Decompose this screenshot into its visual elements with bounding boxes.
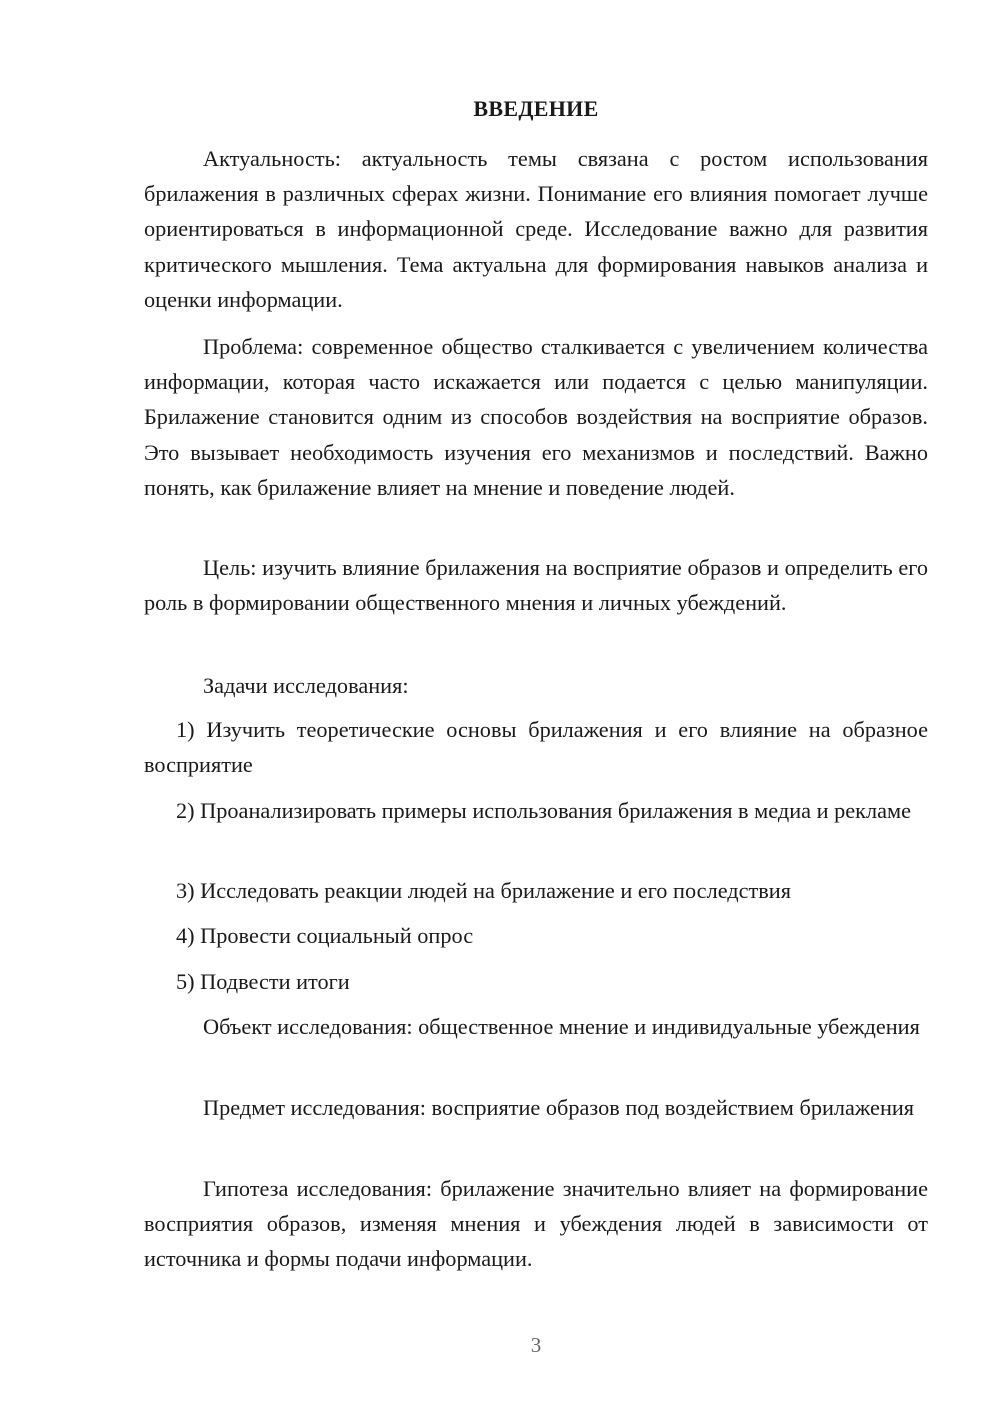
goal-paragraph: Цель: изучить влияние брилажения на восприятие образов и определить его роль в формировании общественного мнения и личных убеждений. xyxy=(144,555,928,616)
task-item-3: 3) Исследовать реакции людей на брилажение и его последствия xyxy=(176,878,791,903)
subject-paragraph: Предмет исследования: восприятие образов под воздействием брилажения xyxy=(203,1095,915,1120)
task-item-1: 1) Изучить теоретические основы брилажения и его влияние на образное восприятие xyxy=(144,717,928,778)
task-item-2: 2) Проанализировать примеры использования брилажения в медиа и рекламе xyxy=(176,798,912,823)
page-title: ВВЕДЕНИЕ xyxy=(473,96,599,121)
object-paragraph: Объект исследования: общественное мнение и индивидуальные убеждения xyxy=(203,1014,920,1039)
task-item-5: 5) Подвести итоги xyxy=(176,969,350,994)
task-item-4: 4) Провести социальный опрос xyxy=(176,923,474,948)
page-number: 3 xyxy=(530,1333,542,1357)
hypothesis-paragraph: Гипотеза исследования: брилажение значительно влияет на формирование восприятия образов, изменяя мнения и убеждения людей в зависимости от источника и формы подачи информации. xyxy=(144,1176,928,1272)
relevance-paragraph: Актуальность: актуальность темы связана с ростом использования брилажения в различных сферах жизни. Понимание его влияния помогает лучше ориентироваться в информационной среде. Исследование важно для развития критического мышления. Тема актуальна для формирования навыков анализа и оценки информации. xyxy=(144,146,928,312)
tasks-title: Задачи исследования: xyxy=(203,673,409,698)
problem-paragraph: Проблема: современное общество сталкивается с увеличением количества информации, которая часто искажается или подается с целью манипуляции. Брилажение становится одним из способов воздействия на восприятие образов. Это вызывает необходимость изучения его механизмов и последствий. Важно понять, как брилажение влияет на мнение и поведение людей. xyxy=(144,334,928,500)
